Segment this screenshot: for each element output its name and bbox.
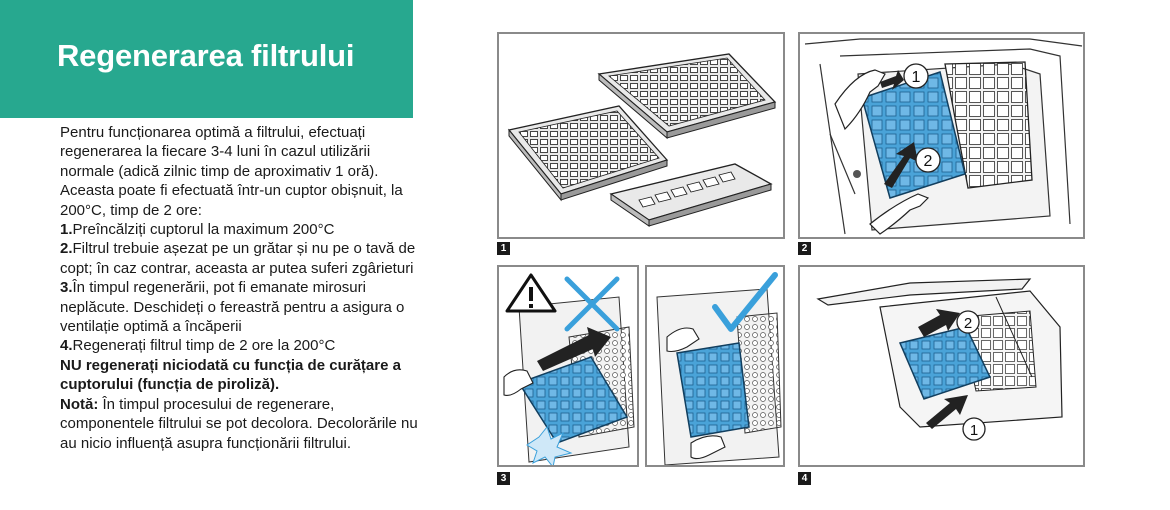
step-number: 2. xyxy=(60,240,73,258)
step-text: Regenerați filtrul timp de 2 ore la 200°C xyxy=(72,337,336,355)
step-text: Preîncălziți cuptorul la maximum 200°C xyxy=(72,221,335,239)
callout-2: 2 xyxy=(963,315,973,332)
page-title: Regenerarea filtrului xyxy=(57,38,355,73)
step-text: Filtrul trebuie așezat pe un grătar și nu pe o tavă de copt; în caz contrar, aceasta ar putea suferi zgârieturi xyxy=(60,240,416,277)
filters-illustration xyxy=(499,34,785,239)
warning-icon xyxy=(507,275,555,311)
step-2 xyxy=(60,239,420,278)
wrong-insertion-illustration xyxy=(499,267,639,467)
step-1 xyxy=(60,220,420,239)
figure-3b-panel xyxy=(645,265,785,467)
warning-text: NU regenerați niciodată cu funcția de curățare a cuptorului (funcția de piroliză). xyxy=(60,356,401,394)
remove-filter-illustration xyxy=(800,34,1085,239)
note-paragraph xyxy=(60,395,420,453)
correct-insertion-illustration xyxy=(647,267,785,467)
figure-3a-panel xyxy=(497,265,639,467)
callout-1: 1 xyxy=(911,69,921,86)
note-label: Notă: xyxy=(60,395,99,413)
step-text: În timpul regenerării, pot fi emanate mirosuri neplăcute. Deschideți o fereastră pentru a asigura o ventilație optimă a încăperii xyxy=(60,279,405,336)
figure-number: 2 xyxy=(798,242,811,255)
step-3 xyxy=(60,278,420,336)
callout-2: 2 xyxy=(923,153,933,170)
reinstall-filter-illustration xyxy=(800,267,1085,467)
figure-number: 4 xyxy=(798,472,811,485)
figure-number: 1 xyxy=(497,242,510,255)
title-banner xyxy=(0,0,413,118)
note-text: În timpul procesului de regenerare, componentele filtrului se pot decolora. Decolorările nu au nicio influență asupra funcționării filtrului. xyxy=(60,395,418,452)
instructions-text xyxy=(60,123,420,453)
step-number: 1. xyxy=(60,221,73,239)
step-number: 4. xyxy=(60,337,73,355)
step-4 xyxy=(60,336,420,355)
step-number: 3. xyxy=(60,279,73,297)
intro-paragraph: Pentru funcționarea optimă a filtrului, efectuați regenerarea la fiecare 3-4 luni în cazul utilizării normale (adică zilnic timp de aproximativ 1 oră). Aceasta poate fi efectuată într-un cuptor obișnuit, la 200°C, timp de 2 ore: xyxy=(60,124,403,219)
figure-1-panel xyxy=(497,32,785,239)
callout-1: 1 xyxy=(969,422,979,439)
figure-number: 3 xyxy=(497,472,510,485)
figure-4-panel xyxy=(798,265,1085,467)
figure-2-panel xyxy=(798,32,1085,239)
